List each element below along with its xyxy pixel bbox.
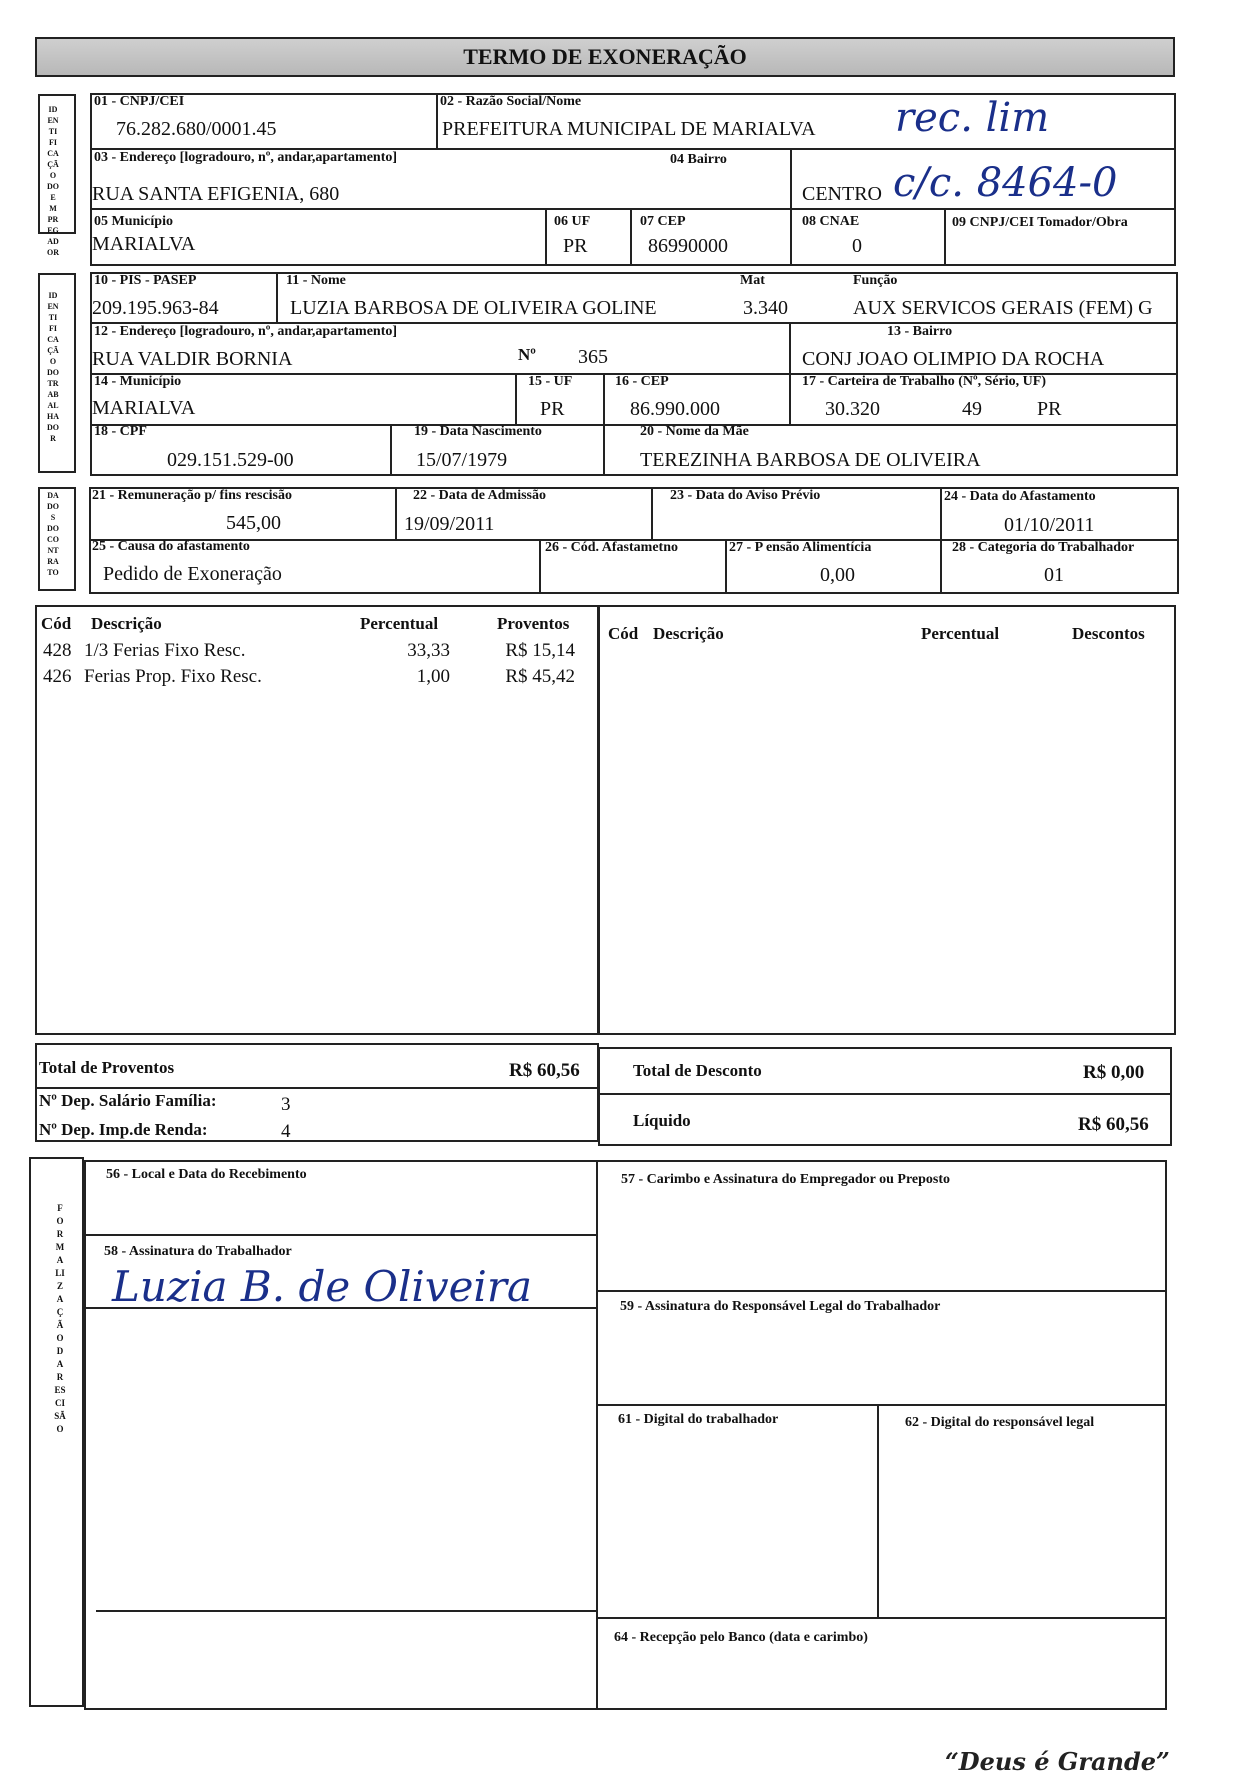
- employer-endereco-value: RUA SANTA EFIGENIA, 680: [92, 183, 340, 205]
- formalizacao-section: [84, 1160, 1167, 1710]
- prov-col-desc: Descrição: [91, 614, 162, 633]
- razao-label: 02 - Razão Social/Nome: [440, 94, 582, 109]
- pensao-value: 0,00: [820, 564, 855, 586]
- mae-value: TEREZINHA BARBOSA DE OLIVEIRA: [640, 449, 981, 471]
- responsavel-legal-label: 59 - Assinatura do Responsável Legal do Trabalhador: [620, 1299, 941, 1314]
- salario-familia-value: 3: [281, 1094, 291, 1115]
- cod-afast-label: 26 - Cód. Afastametno: [545, 540, 678, 555]
- prov-row-cod: 428: [43, 640, 72, 661]
- remun-label: 21 - Remuneração p/ fins rescisão: [92, 488, 292, 503]
- cnpj-label: 01 - CNPJ/CEI: [94, 94, 185, 109]
- prov-col-perc: Percentual: [360, 614, 439, 633]
- ctps-serie-value: 49: [962, 398, 982, 420]
- worker-numero-value: 365: [578, 346, 608, 368]
- mae-label: 20 - Nome da Mãe: [640, 424, 749, 439]
- worker-uf-label: 15 - UF: [528, 374, 573, 389]
- mat-label: Mat: [740, 273, 765, 288]
- worker-side-label: IDENTIFICAÇÃO DO TRABALHADOR: [47, 291, 59, 443]
- aviso-label: 23 - Data do Aviso Prévio: [670, 488, 821, 503]
- nome-label: 11 - Nome: [286, 273, 346, 288]
- nascimento-value: 15/07/1979: [416, 449, 508, 471]
- desc-col-desc: Descrição: [653, 624, 724, 643]
- funcao-value: AUX SERVICOS GERAIS (FEM) G: [853, 297, 1153, 319]
- worker-endereco-label: 12 - Endereço [logradouro, nº, andar,apartamento]: [94, 324, 398, 339]
- tomador-label: 09 CNPJ/CEI Tomador/Obra: [952, 215, 1128, 230]
- worker-numero-label: Nº: [518, 345, 536, 364]
- document-title: TERMO DE EXONERAÇÃO: [35, 37, 1175, 77]
- employer-municipio-value: MARIALVA: [92, 233, 196, 255]
- funcao-label: Função: [853, 273, 898, 288]
- admissao-label: 22 - Data de Admissão: [413, 488, 547, 503]
- prov-row-valor: R$ 15,14: [505, 640, 575, 661]
- salario-familia-label: Nº Dep. Salário Família:: [39, 1091, 217, 1110]
- imposto-renda-value: 4: [281, 1121, 291, 1142]
- afastamento-value: 01/10/2011: [1004, 514, 1095, 536]
- prov-row-perc: 33,33: [407, 640, 450, 661]
- liquido-label: Líquido: [633, 1111, 691, 1130]
- total-proventos-value: R$ 60,56: [509, 1060, 580, 1081]
- worker-endereco-value: RUA VALDIR BORNIA: [92, 348, 293, 370]
- contract-side-label: DADOS DO CONTRATO: [47, 491, 59, 577]
- local-data-label: 56 - Local e Data do Recebimento: [106, 1167, 307, 1182]
- total-proventos-label: Total de Proventos: [39, 1058, 175, 1077]
- employer-bairro-label: 04 Bairro: [670, 152, 727, 167]
- worker-bairro-label: 13 - Bairro: [887, 324, 953, 339]
- prov-row-perc: 1,00: [416, 666, 450, 687]
- worker-cep-value: 86.990.000: [630, 398, 720, 420]
- prov-row-cod: 426: [43, 666, 72, 687]
- carimbo-empregador-label: 57 - Carimbo e Assinatura do Empregador ou Preposto: [621, 1172, 951, 1187]
- total-desconto-value: R$ 0,00: [1083, 1062, 1145, 1083]
- ctps-num-value: 30.320: [825, 398, 880, 420]
- razao-value: PREFEITURA MUNICIPAL DE MARIALVA: [442, 118, 816, 140]
- employer-municipio-label: 05 Município: [94, 214, 173, 229]
- employer-bairro-value: CENTRO: [802, 183, 882, 205]
- imposto-renda-label: Nº Dep. Imp.de Renda:: [39, 1120, 208, 1139]
- cnae-value: 0: [852, 235, 862, 257]
- pis-label: 10 - PIS - PASEP: [94, 273, 197, 288]
- nascimento-label: 19 - Data Nascimento: [414, 424, 542, 439]
- worker-municipio-value: MARIALVA: [92, 397, 196, 419]
- footer-motto: “Deus é Grande”: [945, 1747, 1170, 1776]
- desc-col-cod: Cód: [608, 624, 639, 643]
- prov-row-valor: R$ 45,42: [505, 666, 575, 687]
- categoria-label: 28 - Categoria do Trabalhador: [952, 540, 1135, 555]
- formalizacao-side-label: FORMALIZAÇÃO DA RESCISÃO: [54, 1203, 66, 1434]
- ctps-label: 17 - Carteira de Trabalho (Nº, Sério, UF): [802, 374, 1047, 389]
- cpf-label: 18 - CPF: [94, 424, 147, 439]
- total-desconto-label: Total de Desconto: [633, 1061, 762, 1080]
- assinatura-trabalhador-label: 58 - Assinatura do Trabalhador: [104, 1244, 292, 1259]
- worker-uf-value: PR: [540, 398, 565, 420]
- descontos-table: [598, 605, 1176, 1035]
- employer-cep-label: 07 CEP: [640, 214, 686, 229]
- categoria-value: 01: [1044, 564, 1064, 586]
- digital-trabalhador-label: 61 - Digital do trabalhador: [618, 1412, 779, 1427]
- prov-col-valor: Proventos: [497, 614, 570, 633]
- admissao-value: 19/09/2011: [404, 513, 495, 535]
- worker-cep-label: 16 - CEP: [615, 374, 669, 389]
- afastamento-label: 24 - Data do Afastamento: [944, 489, 1096, 504]
- desc-col-valor: Descontos: [1072, 624, 1145, 643]
- employer-cep-value: 86990000: [648, 235, 728, 257]
- cpf-value: 029.151.529-00: [167, 449, 294, 471]
- employer-endereco-label: 03 - Endereço [logradouro, nº, andar,apartamento]: [94, 150, 398, 165]
- recepcao-banco-label: 64 - Recepção pelo Banco (data e carimbo): [614, 1630, 868, 1645]
- employer-side-label: IDENTIFICAÇÃO DO EMPREGADOR: [47, 105, 59, 257]
- ctps-uf-value: PR: [1037, 398, 1062, 420]
- pensao-label: 27 - P ensão Alimentícia: [729, 540, 872, 555]
- prov-row-desc: Ferias Prop. Fixo Resc.: [84, 666, 262, 687]
- mat-value: 3.340: [743, 297, 788, 319]
- worker-municipio-label: 14 - Município: [94, 374, 182, 389]
- desc-col-perc: Percentual: [921, 624, 1000, 643]
- nome-value: LUZIA BARBOSA DE OLIVEIRA GOLINE: [290, 297, 657, 319]
- digital-responsavel-label: 62 - Digital do responsável legal: [905, 1415, 1095, 1430]
- worker-signature: Luzia B. de Oliveira: [112, 1262, 532, 1311]
- liquido-value: R$ 60,56: [1078, 1114, 1149, 1135]
- handwritten-note-rec: rec. lim: [895, 95, 1050, 141]
- worker-bairro-value: CONJ JOAO OLIMPIO DA ROCHA: [802, 348, 1105, 370]
- handwritten-note-account: c/c. 8464-0: [893, 160, 1118, 206]
- prov-col-cod: Cód: [41, 614, 72, 633]
- remun-value: 545,00: [226, 512, 281, 534]
- cnae-label: 08 CNAE: [802, 214, 860, 229]
- cnpj-value: 76.282.680/0001.45: [116, 118, 277, 140]
- causa-value: Pedido de Exoneração: [103, 563, 282, 585]
- pis-value: 209.195.963-84: [92, 297, 219, 319]
- employer-uf-value: PR: [563, 235, 588, 257]
- employer-uf-label: 06 UF: [554, 214, 591, 229]
- prov-row-desc: 1/3 Ferias Fixo Resc.: [84, 640, 246, 661]
- causa-label: 25 - Causa do afastamento: [92, 539, 250, 554]
